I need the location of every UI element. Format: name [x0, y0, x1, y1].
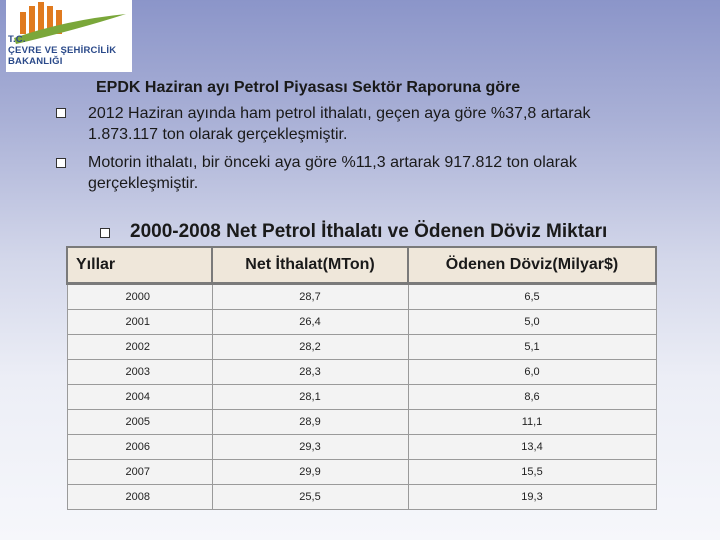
table-title: 2000-2008 Net Petrol İthalatı ve Ödenen Döviz Miktarı	[130, 221, 608, 242]
logo-text-line2: ÇEVRE VE ŞEHİRCİLİK	[8, 45, 117, 56]
cell-net-import: 29,3	[212, 435, 408, 460]
cell-net-import: 26,4	[212, 310, 408, 335]
cell-currency: 19,3	[408, 485, 656, 510]
table-row	[67, 460, 656, 485]
bullet-item-diesel	[88, 152, 688, 194]
cell-year: 2004	[67, 385, 212, 410]
cell-year: 2008	[67, 485, 212, 510]
cell-year: 2001	[67, 310, 212, 335]
column-header-net-import: Net İthalat(MTon)	[212, 247, 408, 284]
cell-currency: 5,1	[408, 335, 656, 360]
checkbox-bullet-icon	[56, 158, 66, 168]
cell-net-import: 25,5	[212, 485, 408, 510]
cell-year: 2006	[67, 435, 212, 460]
table-row	[67, 385, 656, 410]
cell-year: 2003	[67, 360, 212, 385]
column-header-years: Yıllar	[67, 247, 212, 284]
cell-net-import: 28,7	[212, 284, 408, 310]
petroleum-import-table	[66, 246, 657, 510]
cell-currency: 13,4	[408, 435, 656, 460]
cell-currency: 6,0	[408, 360, 656, 385]
bullet-line: 1.873.117 ton olarak gerçekleşmiştir.	[88, 126, 348, 143]
cell-year: 2007	[67, 460, 212, 485]
bullet-line: 2012 Haziran ayında ham petrol ithalatı, geçen aya göre %37,8 artarak	[88, 105, 591, 122]
table-header-row	[67, 247, 656, 284]
bullet-line: gerçekleşmiştir.	[88, 175, 199, 192]
logo-text-line1: T.C.	[8, 34, 26, 45]
cell-currency: 11,1	[408, 410, 656, 435]
table-row	[67, 284, 656, 310]
cell-year: 2002	[67, 335, 212, 360]
cell-currency: 15,5	[408, 460, 656, 485]
table-row	[67, 410, 656, 435]
report-heading: EPDK Haziran ayı Petrol Piyasası Sektör Raporuna göre	[96, 79, 521, 96]
checkbox-bullet-icon	[56, 108, 66, 118]
cell-net-import: 28,9	[212, 410, 408, 435]
bullet-item-crude-oil	[88, 103, 688, 145]
cell-year: 2005	[67, 410, 212, 435]
bullet-line: Motorin ithalatı, bir önceki aya göre %11,3 artarak 917.812 ton olarak	[88, 154, 577, 171]
cell-net-import: 28,1	[212, 385, 408, 410]
cell-net-import: 28,3	[212, 360, 408, 385]
table-row	[67, 310, 656, 335]
cell-currency: 8,6	[408, 385, 656, 410]
cell-currency: 6,5	[408, 284, 656, 310]
table-row	[67, 435, 656, 460]
cell-net-import: 28,2	[212, 335, 408, 360]
ministry-logo	[6, 0, 132, 72]
table-row	[67, 485, 656, 510]
table-row	[67, 335, 656, 360]
logo-text-line3: BAKANLIĞI	[8, 56, 63, 67]
checkbox-bullet-icon	[100, 228, 110, 238]
column-header-foreign-currency: Ödenen Döviz(Milyar$)	[408, 247, 656, 284]
table-row	[67, 360, 656, 385]
cell-currency: 5,0	[408, 310, 656, 335]
cell-year: 2000	[67, 284, 212, 310]
cell-net-import: 29,9	[212, 460, 408, 485]
